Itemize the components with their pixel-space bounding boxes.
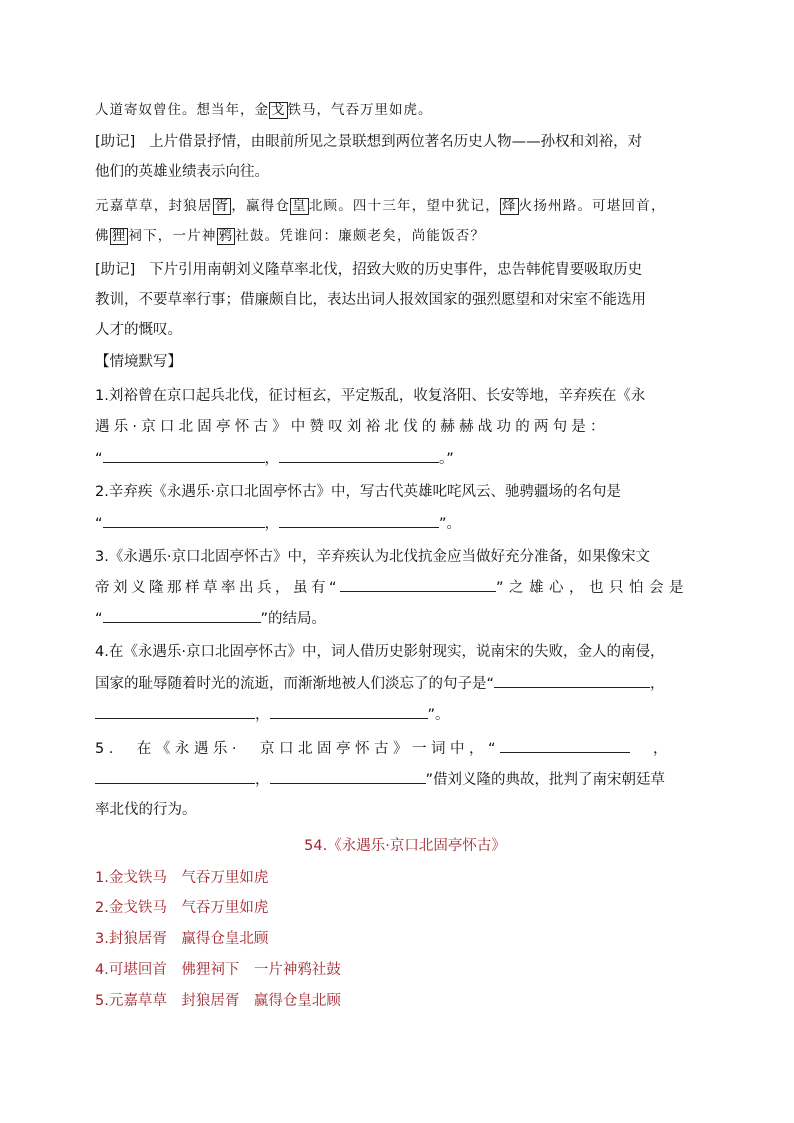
note-label: [助记] bbox=[95, 262, 136, 278]
poem-line bbox=[95, 226, 485, 246]
poem-text: 北顾。四十三年，望中犹记， bbox=[308, 198, 500, 214]
question-line bbox=[95, 608, 326, 629]
punctuation: ， bbox=[255, 707, 270, 723]
punctuation: ”。 bbox=[439, 516, 462, 532]
question-line: 1.刘裕曾在京口起兵北伐，征讨桓玄，平定叛乱，收复洛阳、长安等地，辛弃疾在《永 bbox=[95, 388, 646, 404]
note-line bbox=[95, 320, 182, 340]
answer-blank[interactable] bbox=[103, 608, 261, 623]
question-line bbox=[95, 769, 665, 790]
punctuation: 。” bbox=[439, 451, 454, 467]
question-line bbox=[95, 513, 461, 534]
answer-blank[interactable] bbox=[500, 738, 630, 753]
poem-text: 火扬州路。可堪回首， bbox=[518, 198, 666, 214]
poem-text: 祠下，一片神 bbox=[128, 228, 217, 244]
note-text: 教训，不要草率行事；借廉颇自比，表达出词人报效国家的强烈愿望和对宋室不能选用 bbox=[95, 292, 646, 308]
section-title: 【情境默写】 bbox=[95, 354, 182, 370]
answer-section-title: 54.《永遇乐·京口北固亭怀古》 bbox=[304, 838, 506, 854]
question-line bbox=[95, 704, 450, 725]
punctuation: ， bbox=[650, 676, 665, 692]
answer-item: 2.金戈铁马 气吞万里如虎 bbox=[95, 900, 269, 916]
question-line: 遇乐·京口北固亭怀古》中赞叹刘裕北伐的赫赫战功的两句是： bbox=[95, 419, 609, 435]
boxed-character: 烽 bbox=[501, 198, 517, 214]
poem-line bbox=[95, 196, 666, 216]
answer-item: 5.元嘉草草 封狼居胥 赢得仓皇北顾 bbox=[95, 993, 341, 1009]
question-line: 3.《永遇乐·京口北固亭怀古》中，辛弃疾认为北伐抗金应当做好充分准备，如果像宋文 bbox=[95, 549, 650, 565]
poem-text: 元嘉草草，封狼居 bbox=[95, 198, 213, 214]
answer-blank[interactable] bbox=[270, 704, 428, 719]
answer-item: 1.金戈铁马 气吞万里如虎 bbox=[95, 870, 269, 886]
answer-blank[interactable] bbox=[270, 769, 426, 784]
note-text: 人才的慨叹。 bbox=[95, 322, 182, 338]
boxed-character: 皇 bbox=[292, 198, 307, 214]
answer-blank[interactable] bbox=[279, 448, 439, 463]
poem-text: ，赢得仓 bbox=[231, 198, 291, 214]
question-line: 2.辛弃疾《永遇乐·京口北固亭怀古》中，写古代英雄叱咤风云、驰骋疆场的名句是 bbox=[95, 484, 621, 500]
punctuation: ， bbox=[264, 516, 280, 532]
punctuation: ， bbox=[255, 772, 270, 788]
boxed-character: 戈 bbox=[271, 102, 286, 118]
answer-blank[interactable] bbox=[494, 673, 650, 688]
note-line bbox=[95, 290, 646, 310]
question-line: 4.在《永遇乐·京口北固亭怀古》中，词人借历史影射现实，说南宋的失败，金人的南侵， bbox=[95, 644, 665, 660]
answer-item: 3.封狼居胥 赢得仓皇北顾 bbox=[95, 931, 269, 947]
quote-mark: “ bbox=[95, 451, 103, 467]
punctuation: ”。 bbox=[427, 707, 450, 723]
note-line bbox=[95, 260, 642, 280]
boxed-character: 胥 bbox=[214, 198, 230, 214]
poem-text: 人道寄奴曾住。想当年，金 bbox=[95, 102, 269, 118]
answer-blank[interactable] bbox=[103, 513, 265, 528]
question-line bbox=[95, 448, 454, 469]
note-line bbox=[95, 132, 642, 152]
answer-blank[interactable] bbox=[103, 448, 265, 463]
quote-mark: “ bbox=[95, 611, 103, 627]
answer-blank[interactable] bbox=[95, 704, 255, 719]
note-text: 下片引用南朝刘义隆草率北伐，招致大败的历史事件，忠告韩侂胄要吸取历史 bbox=[149, 262, 643, 278]
punctuation: ， bbox=[264, 451, 280, 467]
question-line bbox=[95, 577, 689, 598]
boxed-character: 狸 bbox=[111, 228, 127, 244]
note-text: 他们的英雄业绩表示向往。 bbox=[95, 164, 269, 180]
question-line: 率北伐的行为。 bbox=[95, 802, 197, 818]
note-label: [助记] bbox=[95, 134, 136, 150]
boxed-character: 鸦 bbox=[218, 228, 234, 244]
answer-blank[interactable] bbox=[340, 577, 496, 592]
answer-blank[interactable] bbox=[279, 513, 439, 528]
poem-text: 铁马，气吞万里如虎。 bbox=[287, 102, 433, 118]
question-text: 帝刘义隆那样草率出兵，虽有“ bbox=[95, 580, 341, 596]
question-line bbox=[95, 673, 665, 694]
question-text: ”借刘义隆的典故，批判了南宋朝廷草 bbox=[425, 772, 666, 788]
question-text: 5. 在《永遇乐· 京口北固亭怀古》一词中，“ bbox=[95, 741, 500, 757]
poem-text: 佛 bbox=[95, 228, 110, 244]
answer-item: 4.可堪回首 佛狸祠下 一片神鸦社鼓 bbox=[95, 962, 341, 978]
question-line bbox=[95, 738, 668, 759]
question-text: ”之雄心，也只怕会是 bbox=[496, 580, 690, 596]
poem-text: 社鼓。凭谁问：廉颇老矣，尚能饭否？ bbox=[235, 228, 486, 244]
note-text: 上片借景抒情，由眼前所见之景联想到两位著名历史人物——孙权和刘裕，对 bbox=[149, 134, 643, 150]
punctuation: ， bbox=[653, 741, 668, 757]
quote-mark: “ bbox=[95, 516, 103, 532]
answer-blank[interactable] bbox=[95, 769, 255, 784]
question-text: 国家的耻辱随着时光的流逝，而渐渐地被人们淡忘了的句子是“ bbox=[95, 676, 495, 692]
poem-line bbox=[95, 100, 433, 120]
question-text: ”的结局。 bbox=[260, 611, 327, 627]
note-line bbox=[95, 162, 269, 182]
